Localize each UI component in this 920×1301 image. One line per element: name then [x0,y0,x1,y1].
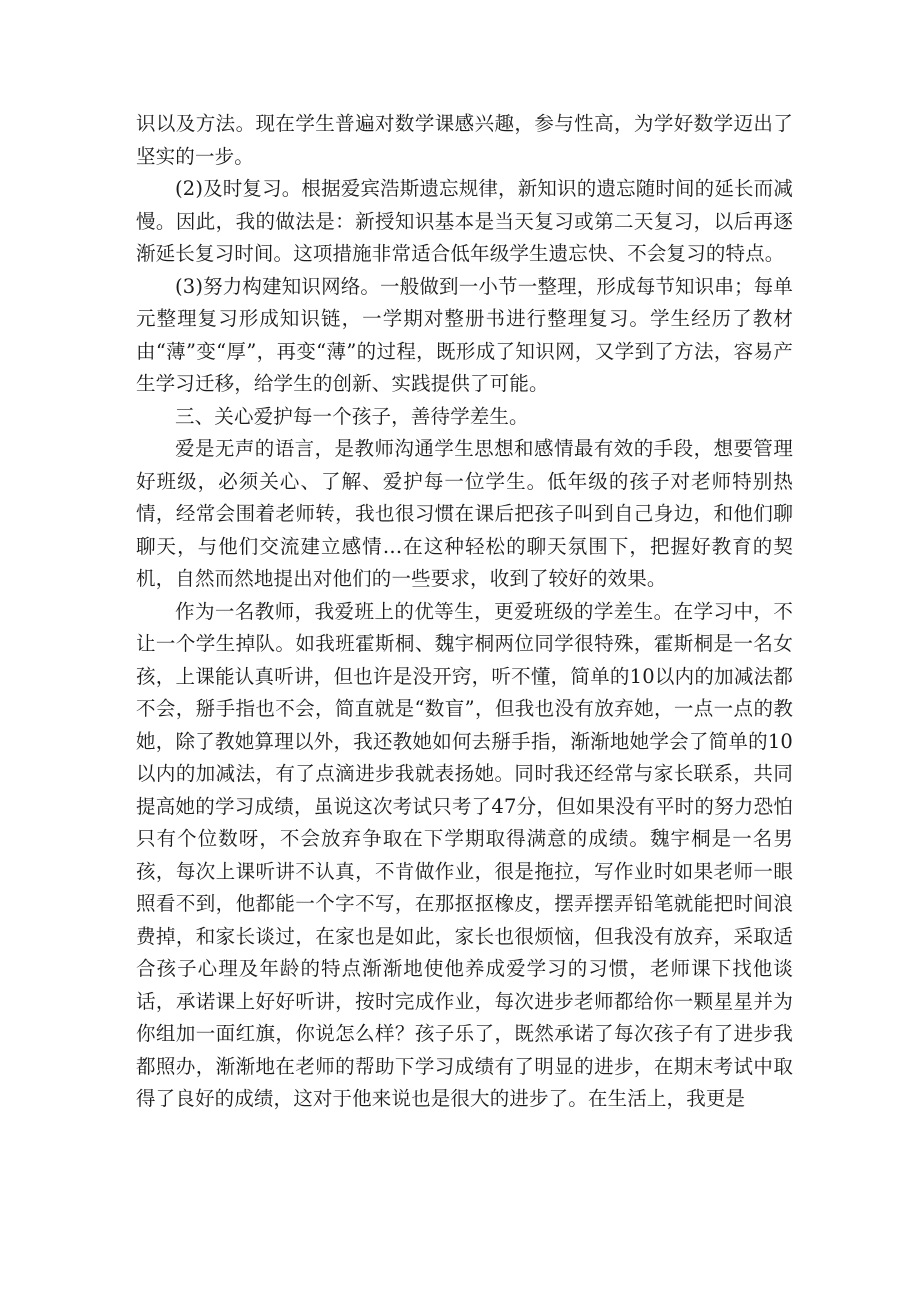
paragraph-continuation: 识以及方法。现在学生普遍对数学课感兴趣，参与性高，为学好数学迈出了坚实的一步。 [136,112,793,168]
document-body [136,108,793,1116]
paragraph-knowledge-network: (3)努力构建知识网络。一般做到一小节一整理，形成每节知识串；每单元整理复习形成知识链，一学期对整册书进行整理复习。学生经历了教材由“薄”变“厚”，再变“薄”的过程，既形成了知识网，又学到了方法，容易产生学习迁移，给学生的创新、实践提供了可能。 [136,274,793,395]
paragraph-struggling-students: 作为一名教师，我爱班上的优等生，更爱班级的学差生。在学习中，不让一个学生掉队。如我班霍斯桐、魏宇桐两位同学很特殊，霍斯桐是一名女孩，上课能认真听讲，但也许是没开窍，听不懂，简单的10以内的加减法都不会，掰手指也不会，简直就是“数盲”，但我也没有放弃她，一点一点的教她，除了教她算理以外，我还教她如何去掰手指，渐渐地她学会了简单的10以内的加减法，有了点滴进步我就表扬她。同时我还经常与家长联系，共同提高她的学习成绩，虽说这次考试只考了47分，但如果没有平时的努力恐怕只有个位数呀，不会放弃争取在下学期取得满意的成绩。魏宇桐是一名男孩，每次上课听讲不认真，不肯做作业，很是拖拉，写作业时如果老师一眼照看不到，他都能一个字不写，在那抠抠橡皮，摆弄摆弄铅笔就能把时间浪费掉，和家长谈过，在家也是如此，家长也很烦恼，但我没有放弃，采取适合孩子心理及年龄的特点渐渐地使他养成爱学习的习惯，老师课下找他谈话，承诺课上好好听讲，按时完成作业，每次进步老师都给你一颗星星并为你组加一面红旗，你说怎么样？孩子乐了，既然承诺了每次孩子有了进步我都照办，渐渐地在老师的帮助下学习成绩有了明显的进步，在期末考试中取得了良好的成绩，这对于他来说也是很大的进步了。在生活上，我更是 [136,599,793,1110]
paragraph-timely-review: (2)及时复习。根据爱宾浩斯遗忘规律，新知识的遗忘随时间的延长而减慢。因此，我的做法是：新授知识基本是当天复习或第二天复习，以后再逐渐延长复习时间。这项措施非常适合低年级学生遗忘快、不会复习的特点。 [136,177,793,265]
paragraph-love-language: 爱是无声的语言，是教师沟通学生思想和感情最有效的手段，想要管理好班级，必须关心、了解、爱护每一位学生。低年级的孩子对老师特别热情，经常会围着老师转，我也很习惯在课后把孩子叫到自己身边，和他们聊聊天，与他们交流建立感情…在这种轻松的聊天氛围下，把握好教育的契机，自然而然地提出对他们的一些要求，收到了较好的效果。 [136,437,793,590]
section-heading-care: 三、关心爱护每一个孩子，善待学差生。 [175,404,529,428]
